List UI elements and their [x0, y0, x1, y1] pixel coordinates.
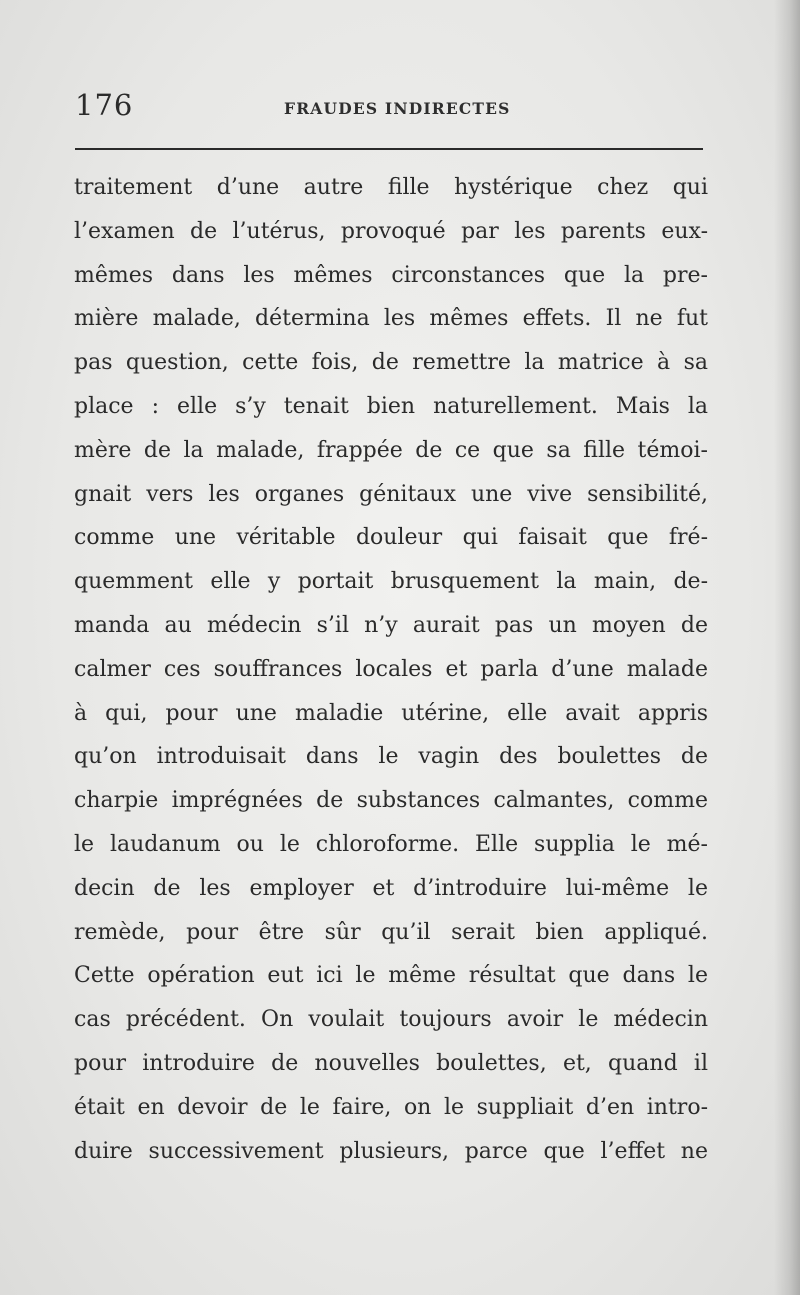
text-line: cas précédent. On voulait toujours avoir le médecin: [74, 1007, 708, 1033]
text-line: calmer ces souffrances locales et parla d’une malade: [74, 656, 708, 682]
text-line: pas question, cette fois, de remettre la matrice à sa: [74, 350, 708, 376]
text-line: place : elle s’y tenait bien naturellement. Mais la: [74, 393, 708, 419]
page-header: [75, 86, 705, 126]
text-line: gnait vers les organes génitaux une vive sensibilité,: [74, 481, 708, 507]
text-line: comme une véritable douleur qui faisait que fré-: [74, 525, 708, 551]
text-line: Cette opération eut ici le même résultat que dans le: [74, 963, 708, 989]
text-line: duire successivement plusieurs, parce que l’effet ne: [74, 1138, 708, 1164]
text-line: pour introduire de nouvelles boulettes, et, quand il: [74, 1050, 708, 1076]
header-rule: [75, 148, 703, 150]
text-line: était en devoir de le faire, on le suppliait d’en intro-: [74, 1094, 708, 1120]
text-line: quemment elle y portait brusquement la main, de-: [74, 569, 708, 595]
text-line: mère de la malade, frappée de ce que sa fille témoi-: [74, 437, 708, 463]
text-line: l’examen de l’utérus, provoqué par les parents eux-: [74, 218, 708, 244]
text-line: remède, pour être sûr qu’il serait bien appliqué.: [74, 919, 708, 945]
text-line: qu’on introduisait dans le vagin des boulettes de: [74, 744, 708, 770]
page-number: 176: [75, 88, 134, 122]
text-line: mière malade, détermina les mêmes effets. Il ne fut: [74, 306, 708, 332]
text-line: à qui, pour une maladie utérine, elle avait appris: [74, 700, 708, 726]
text-line: mêmes dans les mêmes circonstances que la pre-: [74, 262, 708, 288]
running-title: FRAUDES INDIRECTES: [284, 99, 511, 118]
page-edge-shadow: [774, 0, 800, 1295]
body-text: [74, 166, 708, 1173]
text-line: charpie imprégnées de substances calmantes, comme: [74, 788, 708, 814]
text-line: le laudanum ou le chloroforme. Elle supplia le mé-: [74, 831, 708, 857]
text-line: manda au médecin s’il n’y aurait pas un moyen de: [74, 612, 708, 638]
text-line: decin de les employer et d’introduire lui-même le: [74, 875, 708, 901]
text-line: traitement d’une autre fille hystérique chez qui: [74, 175, 708, 200]
